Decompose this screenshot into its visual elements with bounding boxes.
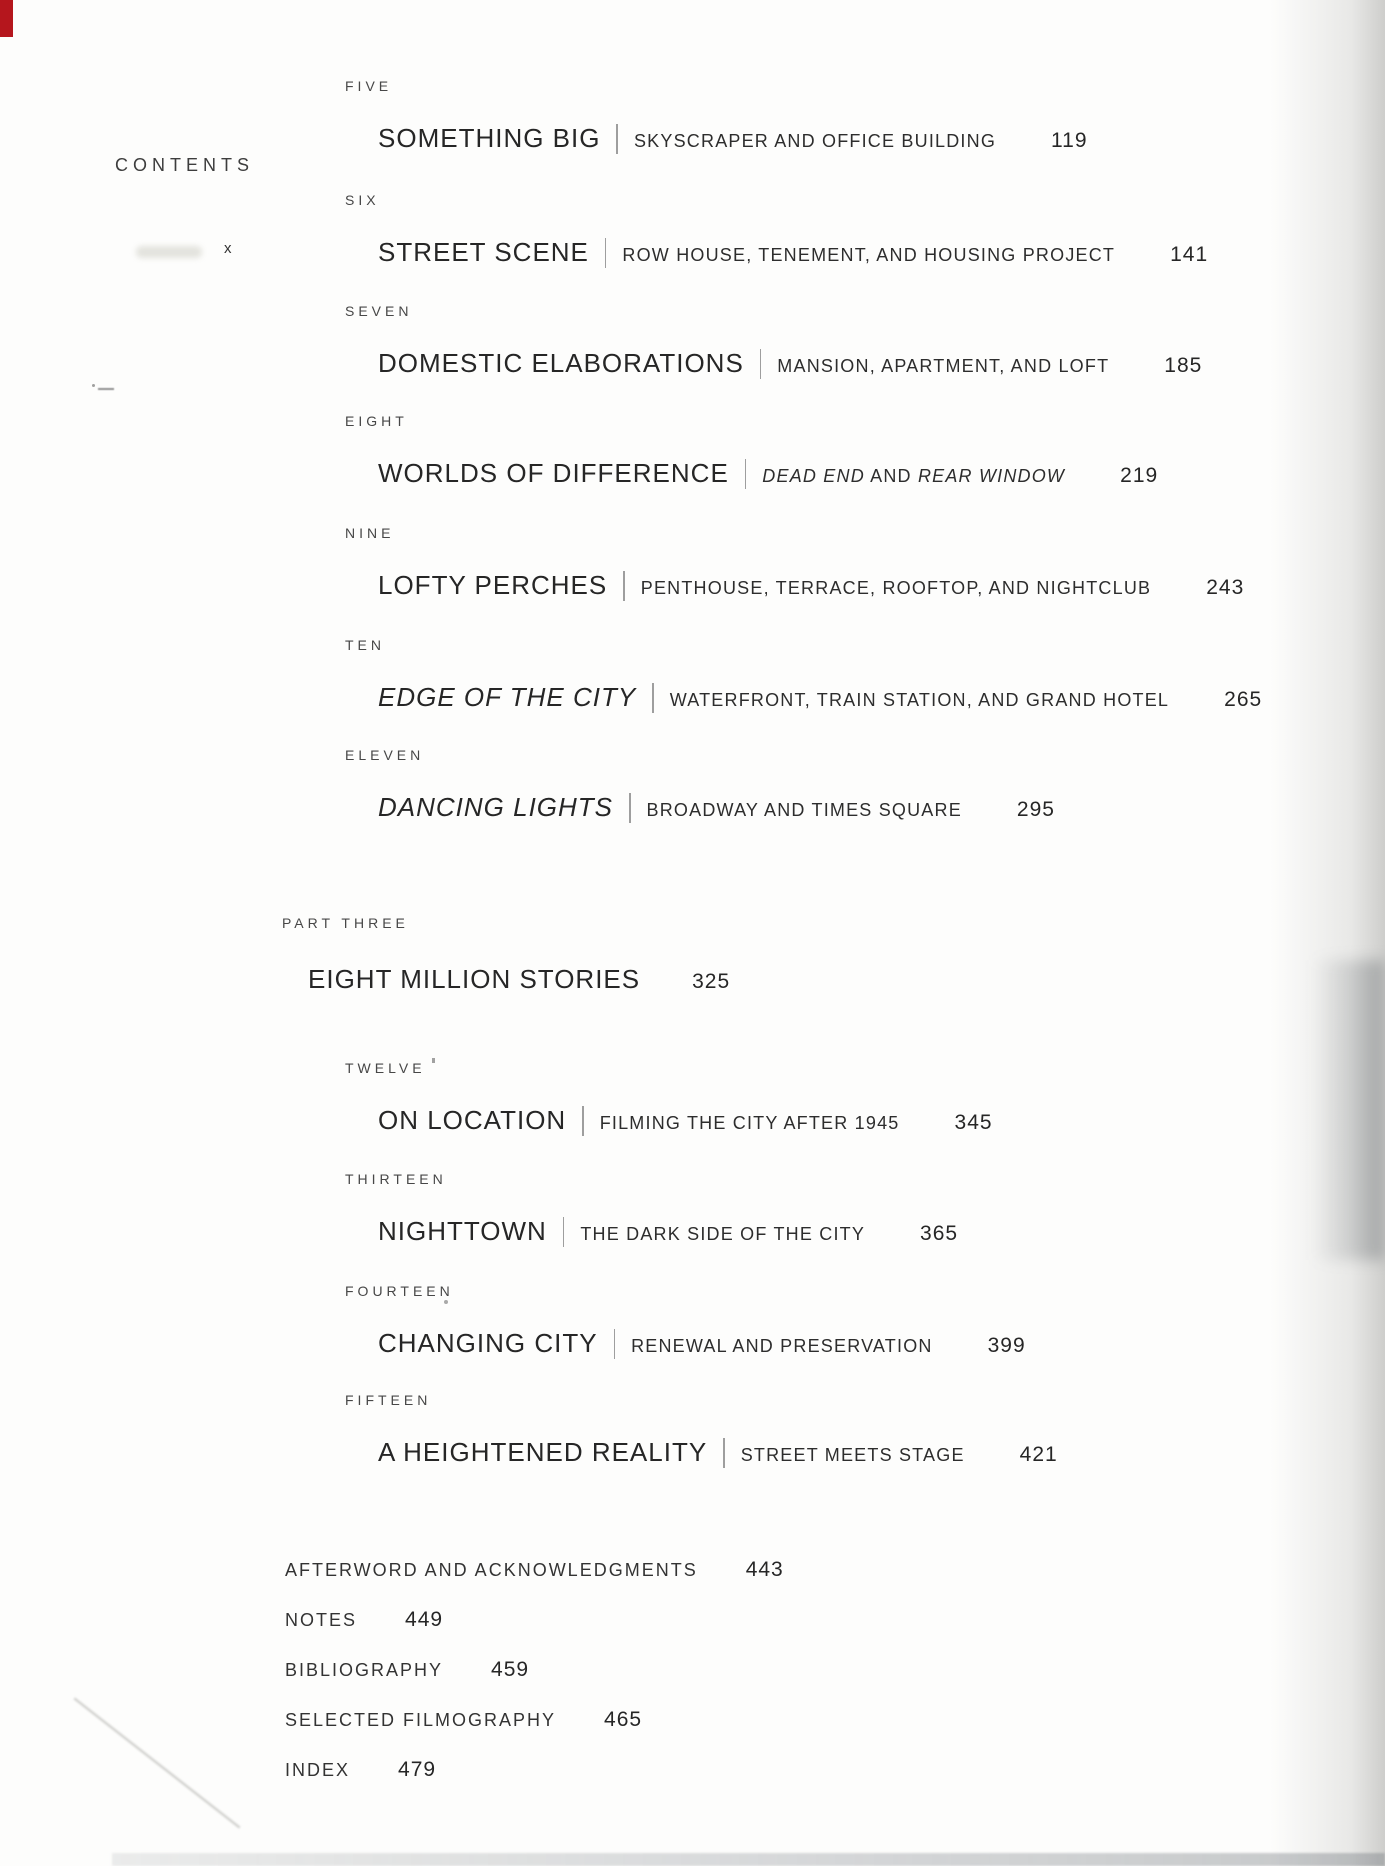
chapter-entry xyxy=(378,680,1262,719)
part-title: EIGHT MILLION STORIES xyxy=(308,964,641,994)
title-subtitle-divider xyxy=(582,1106,584,1136)
end-matter-page-number: 443 xyxy=(745,1558,784,1581)
scan-speck xyxy=(444,1300,448,1304)
chapter-page-number: 219 xyxy=(1120,464,1159,487)
scan-crease xyxy=(74,1698,241,1829)
title-subtitle-divider xyxy=(723,1438,725,1468)
page-title: CONTENTS xyxy=(115,155,254,175)
scan-artifact-dot xyxy=(92,384,95,387)
chapter-title: EDGE OF THE CITY xyxy=(378,682,637,712)
chapter-page-number: 119 xyxy=(1051,129,1088,152)
chapter-ordinal: ELEVEN xyxy=(345,747,425,763)
title-subtitle-divider xyxy=(745,459,747,489)
end-matter-page-number: 459 xyxy=(491,1658,530,1681)
chapter-page-number: 365 xyxy=(920,1222,959,1245)
chapter-entry xyxy=(378,1103,993,1142)
chapter-entry xyxy=(378,568,1244,607)
chapter-entry xyxy=(378,1214,958,1253)
page-gutter-shadow-dark xyxy=(1313,960,1385,1260)
part-page-number: 325 xyxy=(692,970,731,993)
chapter-subtitle: THE DARK SIDE OF THE CITY xyxy=(580,1224,866,1244)
end-matter-entry xyxy=(285,1757,436,1785)
end-matter-page-number: 479 xyxy=(398,1758,437,1781)
chapter-subtitle: SKYSCRAPER AND OFFICE BUILDING xyxy=(633,131,997,151)
title-subtitle-divider xyxy=(563,1217,565,1247)
chapter-page-number: 295 xyxy=(1016,798,1055,821)
chapter-title: LOFTY PERCHES xyxy=(378,570,608,600)
end-matter-title: BIBLIOGRAPHY xyxy=(285,1660,444,1680)
chapter-entry xyxy=(378,235,1208,274)
chapter-page-number: 141 xyxy=(1170,243,1209,266)
bottom-edge-shadow xyxy=(112,1853,1385,1866)
chapter-subtitle: PENTHOUSE, TERRACE, ROOFTOP, AND NIGHTCLUB xyxy=(640,578,1152,598)
end-matter-title: SELECTED FILMOGRAPHY xyxy=(285,1710,557,1730)
chapter-subtitle: BROADWAY AND TIMES SQUARE xyxy=(646,800,962,820)
chapter-subtitle: STREET MEETS STAGE xyxy=(740,1445,965,1465)
chapter-title: A HEIGHTENED REALITY xyxy=(378,1437,708,1467)
end-matter-title: NOTES xyxy=(285,1610,358,1630)
end-matter-entry xyxy=(285,1657,529,1685)
chapter-subtitle: DEAD END AND REAR WINDOW xyxy=(762,466,1066,486)
chapter-ordinal: NINE xyxy=(345,525,395,541)
chapter-page-number: 243 xyxy=(1206,576,1245,599)
chapter-title: CHANGING CITY xyxy=(378,1328,598,1358)
chapter-ordinal: SEVEN xyxy=(345,303,413,319)
chapter-subtitle: WATERFRONT, TRAIN STATION, AND GRAND HOTEL xyxy=(669,690,1170,710)
end-matter-title: AFTERWORD AND ACKNOWLEDGMENTS xyxy=(285,1560,698,1580)
chapter-ordinal: EIGHT xyxy=(345,413,408,429)
title-subtitle-divider xyxy=(652,683,654,713)
chapter-ordinal: FIFTEEN xyxy=(345,1392,432,1408)
chapter-title: NIGHTTOWN xyxy=(378,1216,547,1246)
chapter-title: STREET SCENE xyxy=(378,237,589,267)
title-subtitle-divider xyxy=(614,1329,616,1359)
chapter-entry xyxy=(378,456,1158,495)
end-matter-page-number: 465 xyxy=(604,1708,643,1731)
end-matter-page-number: 449 xyxy=(405,1608,444,1631)
chapter-title: DOMESTIC ELABORATIONS xyxy=(378,348,744,378)
chapter-page-number: 265 xyxy=(1224,688,1263,711)
chapter-subtitle: ROW HOUSE, TENEMENT, AND HOUSING PROJECT xyxy=(622,245,1116,265)
chapter-ordinal: TEN xyxy=(345,637,385,653)
chapter-subtitle: MANSION, APARTMENT, AND LOFT xyxy=(777,356,1110,376)
chapter-entry xyxy=(378,1326,1026,1365)
part-title-line xyxy=(308,963,730,1000)
end-matter-title: INDEX xyxy=(285,1760,351,1780)
chapter-ordinal: FOURTEEN xyxy=(345,1283,454,1299)
folio-page-number: x xyxy=(224,240,233,257)
chapter-subtitle: FILMING THE CITY AFTER 1945 xyxy=(599,1113,900,1133)
title-subtitle-divider xyxy=(605,238,607,268)
scan-smudge xyxy=(136,246,202,258)
title-subtitle-divider xyxy=(760,349,762,379)
chapter-title: DANCING LIGHTS xyxy=(378,792,614,822)
chapter-subtitle: RENEWAL AND PRESERVATION xyxy=(631,1336,933,1356)
chapter-entry xyxy=(378,346,1202,385)
chapter-page-number: 185 xyxy=(1164,354,1203,377)
end-matter-entry xyxy=(285,1557,784,1585)
chapter-entry xyxy=(378,121,1088,160)
scan-artifact-dash xyxy=(98,388,114,390)
chapter-page-number: 345 xyxy=(954,1111,993,1134)
end-matter-entry xyxy=(285,1707,642,1735)
chapter-title: ON LOCATION xyxy=(378,1105,567,1135)
title-subtitle-divider xyxy=(623,571,625,601)
title-subtitle-divider xyxy=(616,124,618,154)
chapter-ordinal: SIX xyxy=(345,192,380,208)
end-matter-entry xyxy=(285,1607,443,1635)
part-label: PART THREE xyxy=(282,915,409,931)
chapter-entry xyxy=(378,1435,1058,1474)
chapter-ordinal: FIVE xyxy=(345,78,393,94)
chapter-entry xyxy=(378,790,1055,829)
page-gutter-shadow xyxy=(1270,0,1385,1866)
chapter-title: WORLDS OF DIFFERENCE xyxy=(378,458,729,488)
chapter-page-number: 421 xyxy=(1019,1443,1058,1466)
chapter-ordinal: THIRTEEN xyxy=(345,1171,447,1187)
chapter-page-number: 399 xyxy=(987,1334,1026,1357)
scan-speck xyxy=(432,1058,435,1063)
title-subtitle-divider xyxy=(629,793,631,823)
scan-artifact-red-strip xyxy=(0,0,13,37)
chapter-title: SOMETHING BIG xyxy=(378,123,601,153)
chapter-ordinal: TWELVE xyxy=(345,1060,426,1076)
